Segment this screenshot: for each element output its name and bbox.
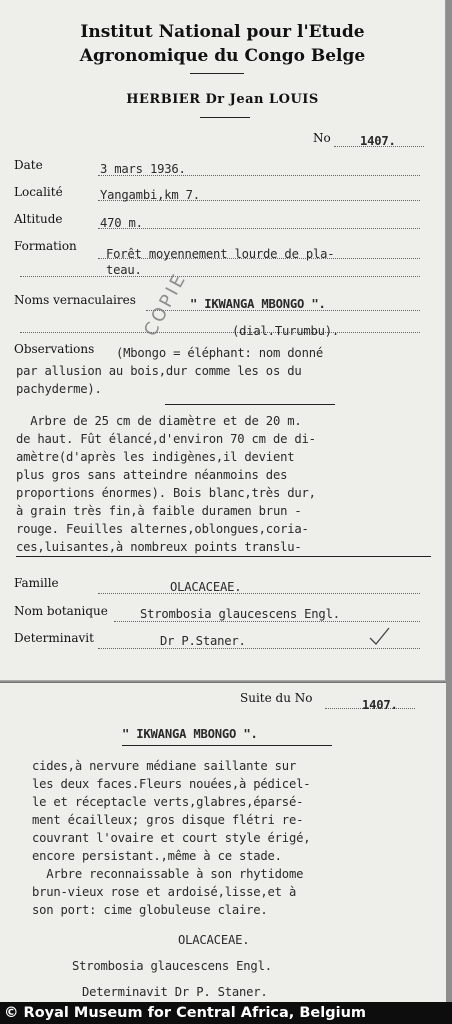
copyright-footer: © Royal Museum for Central Africa, Belgium [0, 1002, 452, 1024]
description-line-3: amètre(d'après les indigènes,il devient [16, 450, 295, 464]
continuation-line-4: ment écailleux; gros disque flétri re- [32, 813, 304, 827]
determinavit-dots [98, 648, 420, 649]
continuation-family: OLACACEAE. [178, 933, 250, 947]
continuation-line-8: brun-vieux rose et ardoisé,lisse,et à [32, 885, 297, 899]
vernacular-dialect: (dial.Turumbu). [232, 324, 340, 338]
botanical-label: Nom botanique [14, 604, 108, 618]
continuation-title: " IKWANGA MBONGO ". [122, 727, 258, 741]
continuation-line-7: Arbre reconnaissable à son rhytidome [32, 867, 304, 881]
description-line-5: proportions énormes). Bois blanc,très dur, [16, 486, 316, 500]
family-dots [98, 593, 420, 594]
continuation-line-3: le et réceptacle verts,glabres,éparsé- [32, 795, 304, 809]
formation-label: Formation [14, 239, 77, 253]
formation-dots-2 [20, 276, 420, 277]
observations-label: Observations [14, 342, 95, 356]
copie-stamp: COPIE [140, 268, 192, 340]
description-line-1: Arbre de 25 cm de diamètre et de 20 m. [16, 414, 302, 428]
vernacular-dots-2 [20, 332, 420, 333]
institute-name-line2: Agronomique du Congo Belge [79, 46, 366, 66]
date-value: 3 mars 1936. [100, 162, 186, 176]
family-value: OLACACEAE. [170, 580, 242, 594]
vernacular-value: " IKWANGA MBONGO ". [190, 297, 326, 311]
continuation-line-2: les deux faces.Fleurs nouées,à pédicel- [32, 777, 311, 791]
description-line-2: de haut. Fût élancé,d'environ 70 cm de di- [16, 432, 316, 446]
locality-value: Yangambi,km 7. [100, 188, 200, 202]
continuation-determinavit: Determinavit Dr P. Staner. [82, 985, 268, 999]
determinavit-label: Determinavit [14, 631, 94, 645]
title-underline [122, 745, 332, 746]
strike-line [16, 556, 431, 557]
continuation-line-1: cides,à nervure médiane saillante sur [32, 759, 297, 773]
header-rule-2 [200, 117, 250, 118]
header-rule [190, 73, 244, 74]
description-line-7: rouge. Feuilles alternes,oblongues,coria- [16, 522, 309, 536]
family-label: Famille [14, 576, 59, 590]
formation-line-1: Forêt moyennement lourde de pla- [106, 247, 335, 261]
suite-number: 1407. [362, 698, 398, 712]
observations-line-2: par allusion au bois,dur comme les os du [16, 364, 302, 378]
number-value: 1407. [360, 134, 396, 148]
suite-label: Suite du No [240, 691, 313, 705]
formation-line-2: teau. [106, 263, 142, 277]
determinavit-value: Dr P.Staner. [160, 634, 246, 648]
continuation-botanical: Strombosia glaucescens Engl. [72, 959, 272, 973]
date-label: Date [14, 158, 43, 172]
institute-name-line1: Institut National pour l'Etude [80, 22, 365, 42]
number-label: No [313, 131, 331, 145]
observations-underline [165, 404, 335, 405]
altitude-label: Altitude [14, 212, 63, 226]
description-line-4: plus gros sans atteindre néanmoins des [16, 468, 288, 482]
botanical-dots [114, 621, 420, 622]
description-line-6: à grain très fin,à faible duramen brun - [16, 504, 302, 518]
herbarium-name: HERBIER Dr Jean LOUIS [126, 92, 319, 107]
continuation-line-5: couvrant l'ovaire et court style érigé, [32, 831, 311, 845]
vernacular-label: Noms vernaculaires [14, 293, 136, 307]
observations-line-1: (Mbongo = éléphant: nom donné [116, 346, 323, 360]
observations-line-3: pachyderme). [16, 382, 102, 396]
continuation-card [0, 682, 446, 1003]
altitude-dots [98, 228, 420, 229]
botanical-value: Strombosia glaucescens Engl. [140, 607, 340, 621]
locality-label: Localité [14, 185, 63, 199]
description-line-8: ces,luisantes,à nombreux points translu- [16, 540, 302, 554]
pencil-check-mark [368, 626, 392, 648]
continuation-line-6: encore persistant.,même à ce stade. [32, 849, 282, 863]
altitude-value: 470 m. [100, 216, 143, 230]
continuation-line-9: son port: cime globuleuse claire. [32, 903, 268, 917]
